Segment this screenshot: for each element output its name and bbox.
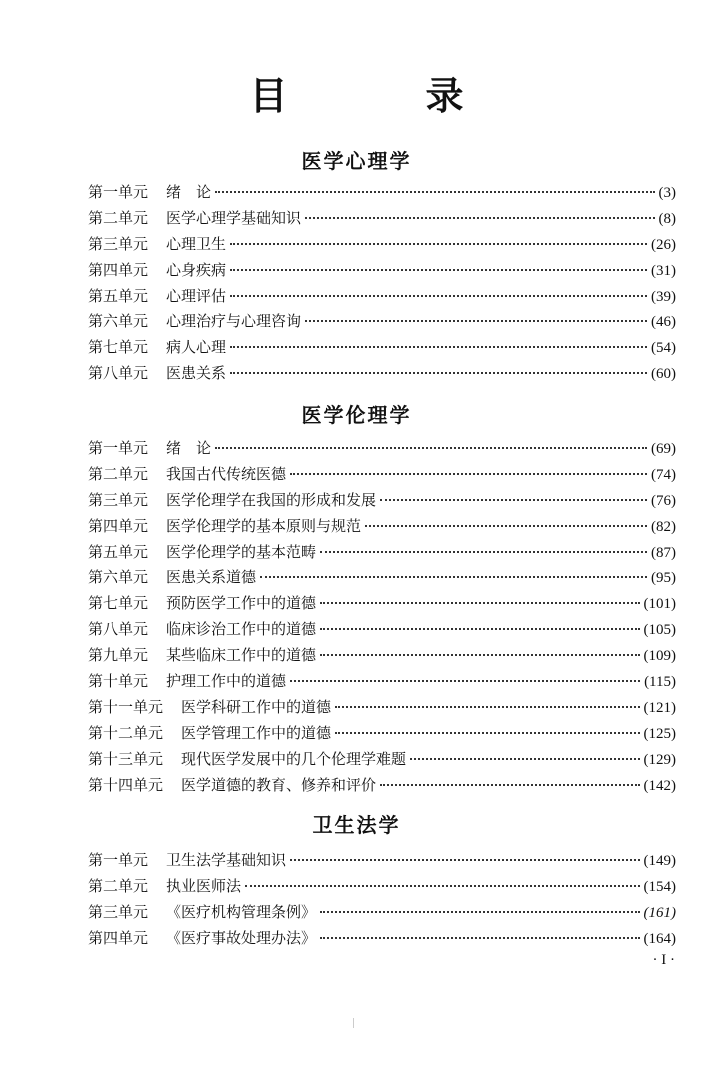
dot-leader — [230, 243, 647, 245]
dot-leader — [245, 885, 639, 887]
dot-leader — [305, 217, 654, 219]
toc-unit: 第六单元 — [88, 312, 149, 331]
dot-leader — [320, 551, 647, 553]
toc-page-number: (69) — [651, 441, 676, 457]
toc-page-number: (76) — [651, 492, 676, 509]
scan-artifact — [353, 1018, 354, 1028]
toc-page-number: (129) — [643, 751, 676, 768]
dot-leader — [320, 937, 639, 939]
toc-unit: 第三单元 — [88, 234, 149, 253]
toc-title: 医患关系道德 — [166, 568, 257, 587]
toc-list-psychology — [88, 180, 676, 387]
toc-title: 临床诊治工作中的道德 — [166, 620, 317, 639]
section-heading-health-law: 卫生法学 — [312, 813, 401, 837]
toc-page-number: (3) — [658, 185, 676, 201]
toc-list-health-law — [88, 848, 676, 952]
toc-unit: 第五单元 — [88, 542, 149, 561]
dot-leader — [320, 628, 639, 630]
dot-leader — [230, 269, 647, 271]
dot-leader — [230, 295, 647, 297]
toc-title: 卫生法学基础知识 — [166, 851, 287, 869]
toc-entry[interactable] — [88, 514, 676, 540]
toc-page-number: (54) — [651, 340, 676, 357]
page-number-footer: · I · — [652, 952, 675, 968]
toc-unit: 第十一单元 — [88, 697, 164, 716]
toc-title: 医学伦理学的基本范畴 — [166, 542, 317, 561]
toc-unit: 第三单元 — [88, 490, 149, 509]
toc-title: 某些临床工作中的道德 — [166, 646, 317, 665]
dot-leader — [320, 602, 639, 604]
toc-unit: 第二单元 — [88, 876, 149, 895]
toc-page-number: (74) — [651, 466, 676, 483]
toc-unit: 第三单元 — [88, 902, 149, 921]
toc-page-number: (8) — [658, 210, 676, 227]
toc-title: 《医疗机构管理条例》 — [166, 902, 317, 921]
toc-title: 心理治疗与心理咨询 — [166, 312, 302, 331]
dot-leader — [365, 525, 647, 527]
toc-title: 医患关系 — [166, 364, 227, 383]
dot-leader — [320, 911, 639, 913]
section-heading-ethics: 医学伦理学 — [301, 403, 412, 427]
toc-entry[interactable] — [88, 773, 676, 799]
toc-page-number: (142) — [643, 777, 676, 794]
dot-leader — [290, 859, 639, 861]
toc-entry[interactable] — [88, 232, 676, 258]
dot-leader — [260, 576, 647, 578]
dot-leader — [290, 473, 647, 475]
toc-page-number: (105) — [643, 622, 676, 639]
dot-leader — [215, 447, 647, 449]
toc-title: 护理工作中的道德 — [166, 672, 287, 691]
dot-leader — [305, 320, 647, 322]
toc-unit: 第二单元 — [88, 208, 149, 227]
toc-page-number: (115) — [644, 674, 676, 691]
toc-entry[interactable] — [88, 258, 676, 284]
toc-page-number: (154) — [643, 878, 676, 895]
toc-title: 医学道德的教育、修养和评价 — [181, 775, 377, 794]
toc-entry[interactable] — [88, 462, 676, 488]
page-title: 目 录 — [249, 74, 514, 118]
toc-page-number: (26) — [651, 236, 676, 253]
toc-unit: 第一单元 — [88, 183, 149, 201]
toc-entry[interactable] — [88, 565, 676, 591]
toc-entry[interactable] — [88, 335, 676, 361]
toc-entry[interactable] — [88, 436, 676, 462]
toc-unit: 第二单元 — [88, 464, 149, 483]
toc-unit: 第十三单元 — [88, 749, 164, 768]
toc-title: 执业医师法 — [166, 876, 242, 895]
toc-title: 医学心理学基础知识 — [166, 208, 302, 227]
toc-title: 绪 论 — [166, 439, 212, 457]
toc-entry[interactable] — [88, 643, 676, 669]
toc-page-number: (82) — [651, 518, 676, 535]
toc-title: 预防医学工作中的道德 — [166, 594, 317, 613]
toc-unit: 第五单元 — [88, 286, 149, 305]
toc-page-number: (164) — [643, 930, 676, 947]
dot-leader — [230, 346, 647, 348]
toc-unit: 第十四单元 — [88, 775, 164, 794]
toc-page-number: (31) — [651, 262, 676, 279]
toc-entry[interactable] — [88, 669, 676, 695]
toc-entry[interactable] — [88, 926, 676, 952]
toc-title: 心理卫生 — [166, 234, 227, 253]
toc-unit: 第九单元 — [88, 646, 149, 665]
toc-unit: 第一单元 — [88, 439, 149, 457]
dot-leader — [230, 372, 647, 374]
toc-page-number: (46) — [651, 314, 676, 331]
toc-unit: 第十单元 — [88, 672, 149, 691]
toc-title: 《医疗事故处理办法》 — [166, 928, 317, 947]
dot-leader — [380, 499, 647, 501]
dot-leader — [410, 758, 639, 760]
toc-entry[interactable] — [88, 874, 676, 900]
toc-title: 我国古代传统医德 — [166, 464, 287, 483]
toc-page-number: (39) — [651, 288, 676, 305]
toc-entry[interactable] — [88, 900, 676, 926]
toc-entry[interactable] — [88, 695, 676, 721]
dot-leader — [335, 732, 639, 734]
toc-title: 医学科研工作中的道德 — [181, 697, 332, 716]
toc-entry[interactable] — [88, 848, 676, 874]
toc-entry[interactable] — [88, 206, 676, 232]
toc-unit: 第四单元 — [88, 928, 149, 947]
toc-unit: 第八单元 — [88, 620, 149, 639]
toc-unit: 第八单元 — [88, 364, 149, 383]
toc-entry[interactable] — [88, 180, 676, 206]
toc-entry[interactable] — [88, 309, 676, 335]
toc-unit: 第四单元 — [88, 516, 149, 535]
toc-entry[interactable] — [88, 361, 676, 387]
toc-page-number: (95) — [651, 570, 676, 587]
toc-list-ethics — [88, 436, 676, 798]
section-heading-psychology: 医学心理学 — [301, 149, 412, 173]
toc-title: 病人心理 — [166, 338, 227, 357]
dot-leader — [215, 191, 654, 193]
toc-page-number: (149) — [643, 853, 676, 869]
toc-page-number: (60) — [651, 366, 676, 383]
toc-entry[interactable] — [88, 488, 676, 514]
toc-page-number: (161) — [643, 904, 676, 921]
dot-leader — [320, 654, 639, 656]
toc-unit: 第一单元 — [88, 851, 149, 869]
toc-page-number: (87) — [651, 544, 676, 561]
toc-unit: 第十二单元 — [88, 723, 164, 742]
toc-entry[interactable] — [88, 747, 676, 773]
toc-title: 心理评估 — [166, 286, 227, 305]
toc-title: 医学伦理学的基本原则与规范 — [166, 516, 362, 535]
toc-unit: 第七单元 — [88, 338, 149, 357]
toc-page-number: (121) — [643, 699, 676, 716]
toc-title: 现代医学发展中的几个伦理学难题 — [181, 749, 407, 768]
toc-page-number: (101) — [643, 596, 676, 613]
toc-page-number: (109) — [643, 648, 676, 665]
toc-title: 医学伦理学在我国的形成和发展 — [166, 490, 377, 509]
toc-entry[interactable] — [88, 540, 676, 566]
toc-entry[interactable] — [88, 721, 676, 747]
dot-leader — [380, 784, 639, 786]
toc-title: 心身疾病 — [166, 260, 227, 279]
toc-entry[interactable] — [88, 617, 676, 643]
toc-unit: 第七单元 — [88, 594, 149, 613]
toc-unit: 第六单元 — [88, 568, 149, 587]
toc-entry[interactable] — [88, 284, 676, 310]
toc-entry[interactable] — [88, 591, 676, 617]
toc-unit: 第四单元 — [88, 260, 149, 279]
dot-leader — [335, 706, 639, 708]
toc-title: 绪 论 — [166, 183, 212, 201]
toc-page-number: (125) — [643, 725, 676, 742]
toc-title: 医学管理工作中的道德 — [181, 723, 332, 742]
dot-leader — [290, 680, 640, 682]
